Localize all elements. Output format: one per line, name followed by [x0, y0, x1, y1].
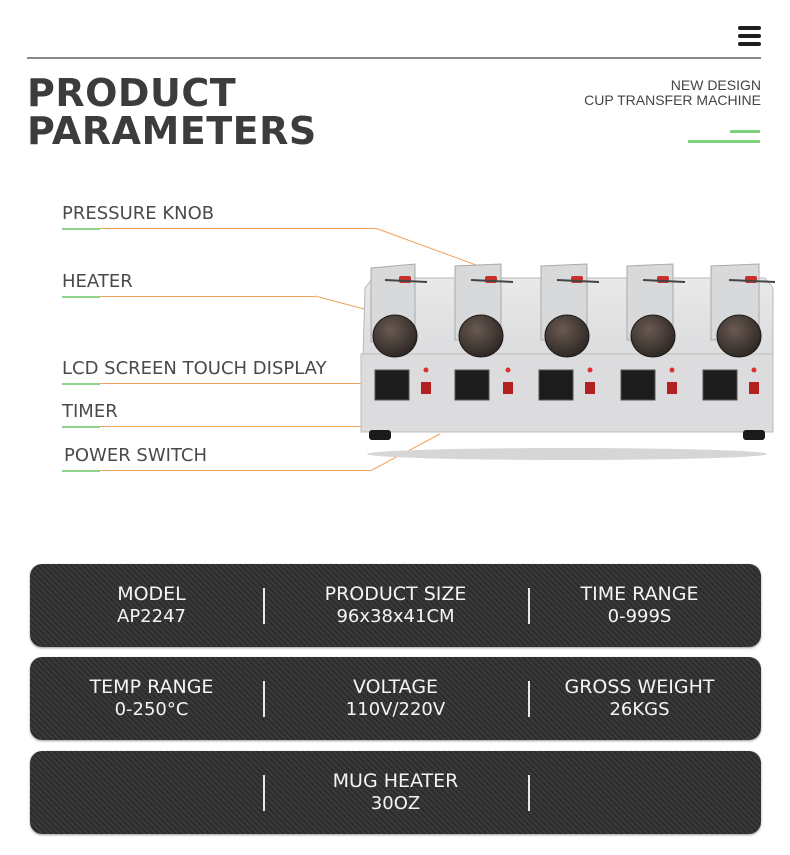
param-time-range — [518, 564, 761, 647]
callout-label-lcd-display: LCD SCREEN TOUCH DISPLAY — [62, 358, 327, 379]
mug-press-machine-image — [355, 258, 780, 463]
page-title-line2: PARAMETERS — [27, 109, 317, 153]
param-model — [30, 564, 273, 647]
param-value: 0-999S — [607, 606, 672, 627]
param-label: TEMP RANGE — [89, 676, 214, 698]
param-gross-weight — [518, 657, 761, 740]
param-voltage — [274, 657, 517, 740]
param-separator — [263, 681, 265, 717]
param-mug-heater — [274, 751, 517, 834]
param-label: GROSS WEIGHT — [564, 676, 715, 698]
param-value: 96x38x41CM — [336, 606, 455, 627]
callout-label-timer: TIMER — [62, 401, 118, 422]
param-value: 26KGS — [609, 699, 670, 720]
param-value: 30OZ — [370, 793, 421, 814]
page-title-line1: PRODUCT — [27, 71, 237, 115]
param-product-size — [274, 564, 517, 647]
param-value: 0-250°C — [114, 699, 189, 720]
param-row-2 — [30, 657, 761, 740]
param-row-3 — [30, 751, 761, 834]
param-row-1 — [30, 564, 761, 647]
param-label: MUG HEATER — [332, 770, 459, 792]
subtitle-line1: NEW DESIGN — [670, 77, 761, 93]
param-separator — [263, 775, 265, 811]
subtitle-line2: CUP TRANSFER MACHINE — [584, 92, 761, 108]
param-label: PRODUCT SIZE — [324, 583, 467, 605]
param-label: MODEL — [117, 583, 186, 605]
callout-label-pressure-knob: PRESSURE KNOB — [62, 203, 215, 224]
param-empty-left — [30, 751, 273, 834]
param-empty-right — [518, 751, 761, 834]
callout-label-heater: HEATER — [62, 271, 133, 292]
param-label: TIME RANGE — [580, 583, 699, 605]
param-value: 110V/220V — [345, 699, 446, 720]
param-label: VOLTAGE — [352, 676, 439, 698]
param-value: AP2247 — [117, 606, 186, 627]
param-separator — [263, 588, 265, 624]
callout-label-power-switch: POWER SWITCH — [64, 445, 207, 466]
param-temp-range — [30, 657, 273, 740]
